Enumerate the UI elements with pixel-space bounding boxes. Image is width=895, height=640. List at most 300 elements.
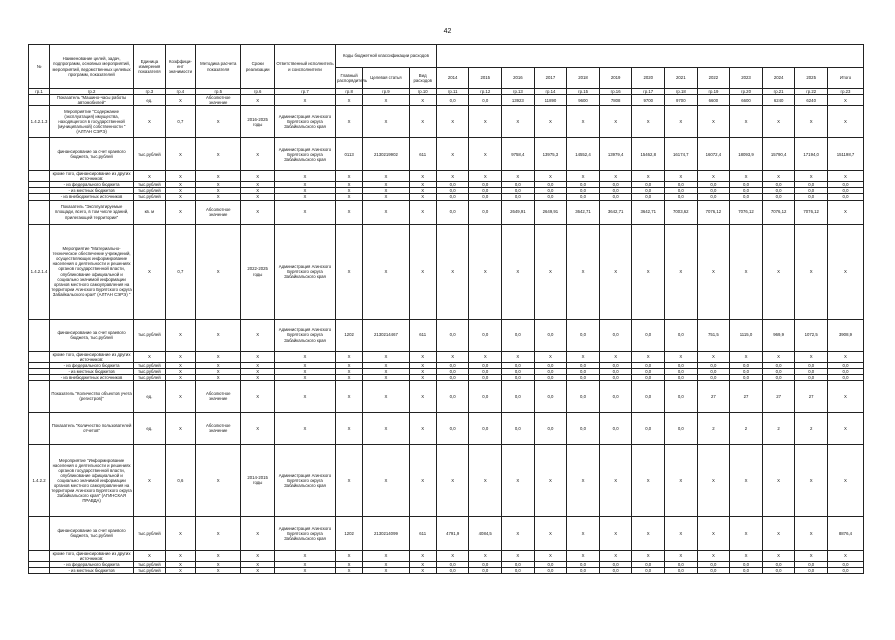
table-cell: Х bbox=[436, 171, 469, 182]
table-cell: Х bbox=[196, 362, 241, 368]
table-cell: Х bbox=[196, 138, 241, 171]
table-cell: Х bbox=[274, 550, 335, 561]
table-cell: 16072,4 bbox=[697, 138, 730, 171]
table-cell: ед. bbox=[134, 380, 166, 412]
table-cell: 18093,9 bbox=[730, 138, 763, 171]
table-cell: Х bbox=[567, 106, 600, 138]
table-cell: Х bbox=[241, 182, 275, 188]
table-cell: Х bbox=[274, 171, 335, 182]
table-cell: Х bbox=[502, 224, 535, 319]
table-cell: 151198,7 bbox=[827, 138, 863, 171]
table-cell: Х bbox=[274, 188, 335, 194]
table-cell: 0,0 bbox=[599, 319, 632, 351]
table-cell: 0,0 bbox=[469, 561, 502, 567]
row-name-cell: кроме того, финансирование из других источников: bbox=[50, 351, 134, 362]
table-cell bbox=[29, 200, 50, 224]
table-cell: 0,0 bbox=[795, 368, 828, 374]
column-number: гр.7 bbox=[274, 89, 335, 95]
table-cell: Х bbox=[534, 171, 567, 182]
table-cell: Х bbox=[730, 171, 763, 182]
table-cell: 0,0 bbox=[567, 374, 600, 380]
header-col: 2021 bbox=[665, 68, 698, 89]
table-cell: Х bbox=[665, 224, 698, 319]
table-cell bbox=[29, 138, 50, 171]
table-cell: 0,0 bbox=[469, 380, 502, 412]
table-cell: Х bbox=[335, 568, 362, 574]
table-cell: 2 bbox=[730, 412, 763, 444]
table-cell: тыс.рублей bbox=[134, 319, 166, 351]
table-cell: Х bbox=[632, 351, 665, 362]
column-number: гр.21 bbox=[762, 89, 795, 95]
table-cell: тыс.рублей bbox=[134, 374, 166, 380]
table-cell: 0,0 bbox=[436, 561, 469, 567]
table-cell: Х bbox=[241, 368, 275, 374]
row-name-cell: - из местных бюджетов bbox=[50, 368, 134, 374]
table-cell: Х bbox=[363, 380, 409, 412]
table-cell: 0,0 bbox=[762, 368, 795, 374]
table-cell: 0,0 bbox=[632, 412, 665, 444]
table-cell: Х bbox=[762, 351, 795, 362]
table-cell: 7076,12 bbox=[795, 200, 828, 224]
table-cell: Х bbox=[196, 171, 241, 182]
table-cell: 0,0 bbox=[534, 194, 567, 200]
table-cell: Х bbox=[795, 444, 828, 516]
table-cell: 0,0 bbox=[795, 568, 828, 574]
row-name-cell: финансирование за счет краевого бюджета, тыс.рублей bbox=[50, 319, 134, 351]
table-row bbox=[29, 171, 864, 182]
header-col: 2022 bbox=[697, 68, 730, 89]
table-cell: ед. bbox=[134, 412, 166, 444]
table-cell: 751,5 bbox=[697, 319, 730, 351]
row-name-cell: Показатель "Количество пользователей отчетов" bbox=[50, 412, 134, 444]
table-cell: Х bbox=[502, 516, 535, 550]
table-cell: 0,0 bbox=[632, 182, 665, 188]
table-cell: Х bbox=[274, 362, 335, 368]
table-cell: Х bbox=[409, 374, 436, 380]
table-cell: Х bbox=[241, 568, 275, 574]
table-cell: Х bbox=[827, 224, 863, 319]
table-cell: тыс.рублей bbox=[134, 561, 166, 567]
table-cell bbox=[29, 380, 50, 412]
table-cell: Х bbox=[335, 224, 362, 319]
table-cell: Х bbox=[409, 200, 436, 224]
table-cell: 969,9 bbox=[762, 319, 795, 351]
table-cell: 0,0 bbox=[665, 568, 698, 574]
table-cell: Х bbox=[196, 368, 241, 374]
table-cell: Х bbox=[274, 380, 335, 412]
table-cell: 3642,71 bbox=[567, 200, 600, 224]
table-cell: 0,0 bbox=[827, 194, 863, 200]
table-cell: Х bbox=[165, 550, 195, 561]
table-cell: Х bbox=[762, 171, 795, 182]
row-name-cell: - из федерального бюджета bbox=[50, 182, 134, 188]
table-cell: Х bbox=[274, 561, 335, 567]
table-cell: 0,0 bbox=[762, 561, 795, 567]
table-cell: 0,0 bbox=[469, 95, 502, 106]
table-cell: 0,0 bbox=[599, 182, 632, 188]
table-cell bbox=[29, 319, 50, 351]
table-cell: Х bbox=[502, 171, 535, 182]
page-number: 42 bbox=[443, 28, 452, 35]
table-cell bbox=[29, 95, 50, 106]
table-cell: Х bbox=[827, 106, 863, 138]
table-cell: 0,0 bbox=[469, 368, 502, 374]
table-cell: 0,0 bbox=[469, 182, 502, 188]
table-cell: Х bbox=[409, 380, 436, 412]
column-number: гр.15 bbox=[567, 89, 600, 95]
table-cell: 0,0 bbox=[665, 412, 698, 444]
header-name: Наименование целей, задач, подпрограмм, основных мероприятий, мероприятий, ведомственных целевых программ, показателей bbox=[50, 45, 134, 89]
table-cell: 0,0 bbox=[697, 561, 730, 567]
table-cell: Х bbox=[409, 351, 436, 362]
table-cell: 0,0 bbox=[469, 194, 502, 200]
table-cell: Х bbox=[196, 568, 241, 574]
table-cell: 0,0 bbox=[697, 374, 730, 380]
table-cell: Х bbox=[363, 182, 409, 188]
table-cell: 0,0 bbox=[599, 194, 632, 200]
header-col: 2015 bbox=[469, 68, 502, 89]
table-cell: 0,0 bbox=[436, 319, 469, 351]
table-cell: Х bbox=[335, 444, 362, 516]
table-cell: 0,0 bbox=[534, 368, 567, 374]
table-cell: Х bbox=[241, 188, 275, 194]
table-cell: Х bbox=[827, 550, 863, 561]
table-cell: 9700 bbox=[632, 95, 665, 106]
table-cell: 0,0 bbox=[469, 188, 502, 194]
table-cell: 2130214099 bbox=[363, 516, 409, 550]
table-cell: Х bbox=[795, 171, 828, 182]
table-cell: 2014-2015 годы bbox=[241, 444, 275, 516]
table-cell: 0,0 bbox=[665, 561, 698, 567]
table-cell: Х bbox=[274, 351, 335, 362]
table-cell: 0,0 bbox=[534, 374, 567, 380]
table-cell: 0,0 bbox=[534, 182, 567, 188]
table-cell: Х bbox=[335, 362, 362, 368]
column-number: гр.4 bbox=[165, 89, 195, 95]
table-cell: Х bbox=[697, 444, 730, 516]
table-cell: Х bbox=[165, 374, 195, 380]
table-cell: 0,0 bbox=[599, 568, 632, 574]
table-cell: Х bbox=[730, 444, 763, 516]
table-cell: Х bbox=[697, 171, 730, 182]
table-cell: Х bbox=[241, 194, 275, 200]
table-cell: Х bbox=[363, 188, 409, 194]
table-cell: 6600 bbox=[730, 95, 763, 106]
table-cell: 0,0 bbox=[567, 194, 600, 200]
table-cell: Х bbox=[502, 351, 535, 362]
table-cell: 0,0 bbox=[632, 374, 665, 380]
column-number: гр.20 bbox=[730, 89, 763, 95]
table-cell: 0,0 bbox=[730, 188, 763, 194]
table-cell: 0,0 bbox=[665, 374, 698, 380]
table-cell: 13979,4 bbox=[599, 138, 632, 171]
table-cell: Х bbox=[665, 351, 698, 362]
table-cell: Х bbox=[665, 550, 698, 561]
header-coef: Коэффици-ент значимости bbox=[165, 45, 195, 89]
table-cell: 0,0 bbox=[697, 368, 730, 374]
table-cell bbox=[29, 568, 50, 574]
table-cell: 0,0 bbox=[795, 374, 828, 380]
table-cell: 0,0 bbox=[795, 362, 828, 368]
row-name-cell: - из местных бюджетов bbox=[50, 568, 134, 574]
table-cell: 27 bbox=[762, 380, 795, 412]
table-cell: Абсолютное значение bbox=[196, 95, 241, 106]
table-cell: 0,0 bbox=[665, 362, 698, 368]
table-cell: Х bbox=[409, 362, 436, 368]
column-number: гр.2 bbox=[50, 89, 134, 95]
table-cell: 13923 bbox=[502, 95, 535, 106]
table-cell: Х bbox=[363, 444, 409, 516]
header-blank bbox=[436, 45, 863, 68]
table-cell: 0,0 bbox=[436, 200, 469, 224]
table-cell: Х bbox=[409, 568, 436, 574]
table-cell: 0,0 bbox=[502, 568, 535, 574]
table-cell: 2 bbox=[762, 412, 795, 444]
table-cell: Х bbox=[665, 106, 698, 138]
table-cell: Х bbox=[241, 171, 275, 182]
table-cell: 0,0 bbox=[567, 182, 600, 188]
table-cell: Администрация Агинского Бурятского округа Забайкальского края bbox=[274, 106, 335, 138]
table-cell: Х bbox=[567, 550, 600, 561]
column-number: гр.12 bbox=[469, 89, 502, 95]
table-cell: Абсолютное значение bbox=[196, 412, 241, 444]
budget-table bbox=[28, 44, 864, 574]
table-cell: Х bbox=[196, 550, 241, 561]
column-number: гр.16 bbox=[599, 89, 632, 95]
table-cell: 0,0 bbox=[469, 319, 502, 351]
table-cell: Х bbox=[827, 351, 863, 362]
table-cell: Х bbox=[241, 200, 275, 224]
table-cell: Х bbox=[274, 374, 335, 380]
table-cell: Х bbox=[274, 200, 335, 224]
table-cell: 1115,0 bbox=[730, 319, 763, 351]
table-cell: тыс.рублей bbox=[134, 368, 166, 374]
table-row bbox=[29, 95, 864, 106]
table-cell: 0,0 bbox=[665, 380, 698, 412]
header-col: Итого bbox=[827, 68, 863, 89]
row-name-cell: Мероприятие "Содержание (эксплуатация) имущества, находящегося в государственной (муниципальной) собственности " (АЛТАН СЭРЭ) bbox=[50, 106, 134, 138]
table-cell: Х bbox=[534, 351, 567, 362]
table-cell: 0,0 bbox=[762, 362, 795, 368]
table-cell: Администрация Агинского Бурятского округа Забайкальского края bbox=[274, 516, 335, 550]
table-cell: Х bbox=[409, 368, 436, 374]
table-cell: ед. bbox=[134, 95, 166, 106]
table-cell bbox=[29, 412, 50, 444]
table-cell: 0,0 bbox=[665, 194, 698, 200]
table-cell: Х bbox=[599, 444, 632, 516]
table-cell: 0,0 bbox=[534, 561, 567, 567]
header-col: Вид расходов bbox=[409, 68, 436, 89]
table-cell: Х bbox=[134, 171, 166, 182]
table-cell: Х bbox=[469, 171, 502, 182]
table-cell: 0,0 bbox=[632, 380, 665, 412]
table-cell: Х bbox=[241, 351, 275, 362]
table-cell: Абсолютное значение bbox=[196, 200, 241, 224]
column-number: гр.13 bbox=[502, 89, 535, 95]
table-cell: Х bbox=[274, 182, 335, 188]
table-cell: Х bbox=[795, 516, 828, 550]
table-cell bbox=[29, 516, 50, 550]
table-cell: Х bbox=[599, 516, 632, 550]
table-cell: Х bbox=[795, 224, 828, 319]
table-cell: Х bbox=[335, 200, 362, 224]
table-cell: Х bbox=[409, 444, 436, 516]
table-cell: 16174,7 bbox=[665, 138, 698, 171]
table-cell: Х bbox=[165, 368, 195, 374]
table-cell: Х bbox=[436, 351, 469, 362]
table-cell: Х bbox=[409, 95, 436, 106]
table-row bbox=[29, 568, 864, 574]
column-number: гр.9 bbox=[363, 89, 409, 95]
table-cell: 0,0 bbox=[469, 412, 502, 444]
table-cell: Х bbox=[196, 182, 241, 188]
table-cell: 0,0 bbox=[502, 182, 535, 188]
column-number: гр.1 bbox=[29, 89, 50, 95]
table-cell: Х bbox=[534, 444, 567, 516]
table-cell: Х bbox=[274, 95, 335, 106]
table-cell: 0,0 bbox=[730, 374, 763, 380]
row-name-cell: Мероприятие "Информирование населения о деятельности и решениях органов государственной власти, опубликование официальной и социально значимой информации органов местного самоуправления на территории Агинского Бурятского округа Забайкальского края" (АГИНСКАЯ ПРАВДА) bbox=[50, 444, 134, 516]
table-cell: 2022-2025 годы bbox=[241, 224, 275, 319]
table-cell: 611 bbox=[409, 516, 436, 550]
table-cell: Х bbox=[335, 182, 362, 188]
table-cell: Х bbox=[335, 368, 362, 374]
table-cell: 0,0 bbox=[730, 194, 763, 200]
table-cell: 0,0 bbox=[795, 188, 828, 194]
column-number: гр.5 bbox=[196, 89, 241, 95]
header-col: 2019 bbox=[599, 68, 632, 89]
table-cell: 0,0 bbox=[632, 568, 665, 574]
table-cell: Х bbox=[599, 171, 632, 182]
table-cell: Абсолютное значение bbox=[196, 380, 241, 412]
table-cell: 0,0 bbox=[730, 368, 763, 374]
table-cell: Х bbox=[134, 550, 166, 561]
table-cell: Х bbox=[241, 516, 275, 550]
table-cell: 15462,8 bbox=[632, 138, 665, 171]
table-cell: Х bbox=[502, 444, 535, 516]
table-cell: 0,0 bbox=[469, 568, 502, 574]
row-name-cell: - из федерального бюджета bbox=[50, 362, 134, 368]
table-cell: 2130214467 bbox=[363, 319, 409, 351]
table-cell: Х bbox=[241, 138, 275, 171]
row-name-cell: - из внебюджетных источников bbox=[50, 374, 134, 380]
table-cell: Х bbox=[165, 171, 195, 182]
header-col: 2024 bbox=[762, 68, 795, 89]
table-cell: 0,0 bbox=[730, 568, 763, 574]
header-col: Целевая статья bbox=[363, 68, 409, 89]
table-cell: Х bbox=[409, 412, 436, 444]
table-cell: 0,0 bbox=[567, 188, 600, 194]
table-cell: Х bbox=[632, 550, 665, 561]
table-cell: 0,0 bbox=[534, 568, 567, 574]
table-cell: 9700 bbox=[665, 95, 698, 106]
table-cell: Х bbox=[196, 319, 241, 351]
table-cell: Х bbox=[274, 368, 335, 374]
table-row bbox=[29, 351, 864, 362]
table-cell: Х bbox=[335, 106, 362, 138]
table-row bbox=[29, 380, 864, 412]
table-cell: Х bbox=[409, 224, 436, 319]
table-cell: 0,0 bbox=[567, 561, 600, 567]
table-cell: Х bbox=[436, 444, 469, 516]
column-number: гр.8 bbox=[335, 89, 362, 95]
column-number: гр.22 bbox=[795, 89, 828, 95]
table-cell: Х bbox=[827, 380, 863, 412]
header-method: Методика расчета показателя bbox=[196, 45, 241, 89]
table-cell: Х bbox=[241, 362, 275, 368]
row-name-cell: кроме того, финансирование из других источников: bbox=[50, 171, 134, 182]
header-col: 2014 bbox=[436, 68, 469, 89]
table-cell: Х bbox=[534, 224, 567, 319]
table-cell: Х bbox=[795, 550, 828, 561]
table-cell: 0,0 bbox=[534, 412, 567, 444]
table-cell: Х bbox=[762, 444, 795, 516]
table-cell: Х bbox=[409, 171, 436, 182]
table-cell: Х bbox=[196, 444, 241, 516]
table-cell: 6240 bbox=[762, 95, 795, 106]
table-cell: 2016-2025 годы bbox=[241, 106, 275, 138]
table-cell: 0,0 bbox=[534, 362, 567, 368]
table-cell: Х bbox=[363, 171, 409, 182]
table-cell: Х bbox=[165, 412, 195, 444]
table-cell: Х bbox=[409, 106, 436, 138]
row-name-cell: финансирование за счет краевого бюджета, тыс.рублей bbox=[50, 138, 134, 171]
table-cell: 3642,71 bbox=[632, 200, 665, 224]
table-cell: Х bbox=[196, 374, 241, 380]
table-cell: 4084,5 bbox=[469, 516, 502, 550]
table-cell: Х bbox=[567, 516, 600, 550]
table-cell: 0,7 bbox=[165, 106, 195, 138]
table-cell: Х bbox=[534, 106, 567, 138]
table-cell: 0,0 bbox=[730, 561, 763, 567]
table-cell: Х bbox=[165, 516, 195, 550]
table-cell: Х bbox=[409, 194, 436, 200]
table-cell: 0,0 bbox=[795, 194, 828, 200]
table-row bbox=[29, 516, 864, 550]
row-name-cell: Показатель "Машино-часы работы автомобилей" bbox=[50, 95, 134, 106]
table-cell: 0,0 bbox=[567, 362, 600, 368]
table-cell: Администрация Агинского Бурятского округа Забайкальского края bbox=[274, 138, 335, 171]
table-cell: 0,0 bbox=[730, 362, 763, 368]
table-cell: Х bbox=[534, 516, 567, 550]
table-row bbox=[29, 412, 864, 444]
table-cell: Х bbox=[335, 95, 362, 106]
table-cell: 0,0 bbox=[697, 362, 730, 368]
table-cell: Х bbox=[795, 351, 828, 362]
table-cell: 0,0 bbox=[632, 188, 665, 194]
table-cell: Х bbox=[469, 224, 502, 319]
table-cell: Х bbox=[697, 550, 730, 561]
row-name-cell: Мероприятие "Материально-техническое обеспечение учреждений, осуществляющих информирование населения о деятельности и решениях органов государственной власти, опубликование официальной и социально значимой информации органов местного самоуправления на территории Агинского Бурятского округа Забайкальского края" (АЛТАН СЭРЭ) " bbox=[50, 224, 134, 319]
table-cell: 0,0 bbox=[632, 362, 665, 368]
table-cell: Х bbox=[827, 95, 863, 106]
table-cell: 0,0 bbox=[762, 374, 795, 380]
table-cell: 0,0 bbox=[599, 374, 632, 380]
table-cell: Х bbox=[730, 106, 763, 138]
table-cell: 4791,9 bbox=[436, 516, 469, 550]
table-cell: Х bbox=[436, 106, 469, 138]
table-cell: 0,0 bbox=[599, 561, 632, 567]
table-cell: 0,0 bbox=[632, 319, 665, 351]
table-cell: 0,0 bbox=[469, 374, 502, 380]
table-cell: 0,0 bbox=[795, 561, 828, 567]
table-cell: 0,7 bbox=[165, 224, 195, 319]
table-cell: Х bbox=[502, 550, 535, 561]
table-cell: Х bbox=[730, 516, 763, 550]
table-cell: Х bbox=[730, 550, 763, 561]
table-cell: 0,0 bbox=[795, 182, 828, 188]
table-cell: Х bbox=[632, 106, 665, 138]
